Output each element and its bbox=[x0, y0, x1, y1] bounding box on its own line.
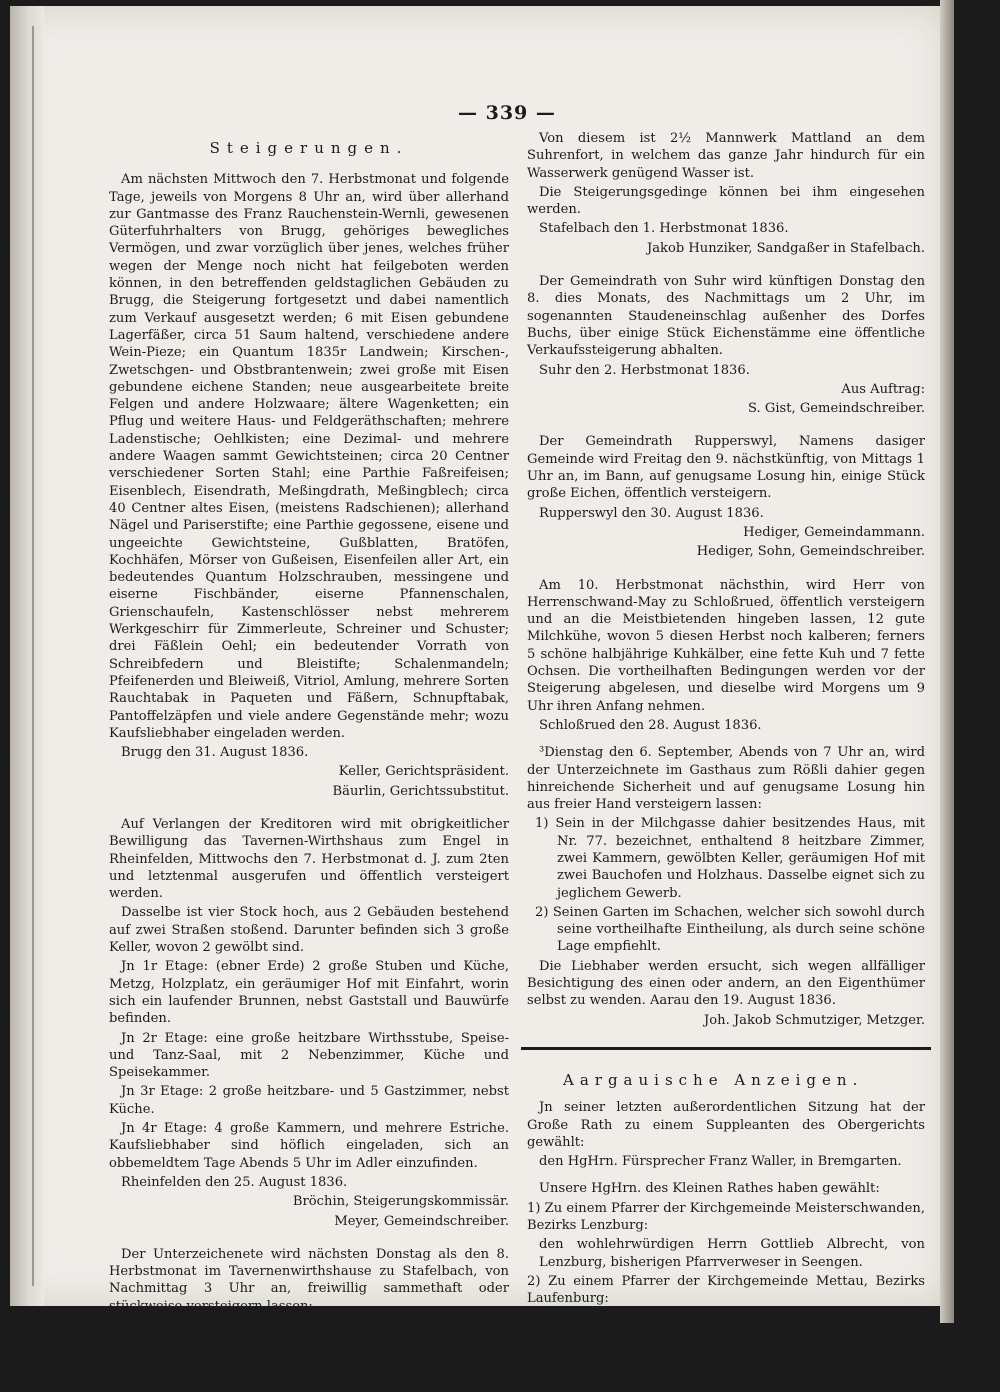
auction-rheinfelden-p1: Auf Verlangen der Kreditoren wird mit obrigkeitlicher Bewilligung das Tavernen-Wirthshaus zum Engel in Rheinfelden, Mittwochs den 7. Herbstmonat d. J. zum 2ten und letztenmal ausgerufen und öffentlich versteigert werden. bbox=[109, 816, 509, 902]
binding-line bbox=[32, 26, 34, 1286]
notice-schlossrued-text: Am 10. Herbstmonat nächsthin, wird Herr von Herrenschwand-May zu Schloßrued, öffentlich versteigern und an die Meistbietenden hingeben lassen, 12 gute Milchkühe, wovon 5 diesen Herbst noch kalberen; ferners 5 schöne halbjährige Kuhkälber, eine fette Kuh und 7 fette Ochsen. Die vortheilhaften Bedingungen werden vor der Steigerung abgelesen, und dieselbe wird Morgens um 9 Uhr ihren Anfang nehmen. bbox=[527, 577, 925, 714]
list-item: 1) sein in Stafelbach besitzendes Wohnhaus; bbox=[117, 1318, 414, 1333]
auction-stafelbach-list bbox=[109, 1317, 509, 1390]
right-column bbox=[527, 130, 925, 1310]
auction-rheinfelden-p2: Dasselbe ist vier Stock hoch, aus 2 Gebäuden bestehend auf zwei Straßen stoßend. Darunter befinden sich 3 große Keller, wovon 2 gewölbt sind. bbox=[109, 905, 509, 956]
notice-suhr-signature-2: S. Gist, Gemeindschreiber. bbox=[748, 401, 925, 417]
auction-stafelbach-signature: Jakob Hunziker, Sandgaßer in Stafelbach. bbox=[646, 240, 925, 256]
auction-rheinfelden-date: Rheinfelden den 25. August 1836. bbox=[121, 1174, 348, 1190]
notice-rupperswyl-signature-2: Hediger, Sohn, Gemeindschreiber. bbox=[696, 544, 925, 560]
notice-suhr-text: Der Gemeindrath von Suhr wird künftigen Donstag den 8. dies Monats, des Nachmittags um 2 Uhr, im sogenannten Staudeneinschlag außenher des Dorfes Buchs, über einige Stück Eichenstämme eine öffentliche Verkaufssteigerung abhalten. bbox=[527, 274, 925, 359]
notice-schlossrued-date: Schloßrued den 28. August 1836. bbox=[539, 717, 762, 733]
auction-brugg-text: Am nächsten Mittwoch den 7. Herbstmonat und folgende Tage, jeweils von Morgens 8 Uhr an, wird über allerhand zur Gantmasse des Franz Rauchenstein-Wernli, gewesenen Güterfuhrhalters von Brugg, gehöriges bewegliches Vermögen, und zwar vorzüglich über jenes, welches früher wegen der Menge noch nicht hat feilgeboten werden können, in den betreffenden geldstaglichen Gebäuden zu Brugg, die Steigerung fortgesetzt und dabei namentlich zum Verkauf ausgesetzt werden; 6 mit Eisen gebundene Lagerfäßer, circa 51 Saum haltend, verschiedene andere Wein-Pieze; ein Quantum 1835r Landwein; Kirschen-, Zwetschgen- und Obstbrantenwein; zwei große mit Eisen gebundene eichene Standen; neue ausgearbeitete breite Felgen und andere Holzwaare; ältere Wagenketten; ein Pflug und weitere Haus- und Feldgeräthschaften; mehrere Ladenstische; Oehlkisten; eine Dezimal- und mehrere andere Waagen sammt Gewichtsteinen; circa 20 Centner verschiedener Sorten Stahl; eine Parthie Faßreifeisen; Eisenblech, Eisendrath, Meßingdrath, Meßingblech; circa 40 Centner altes Eisen, (meistens Radschienen); allerhand Nägel und Pariserstifte; eine Parthie gegossene, eisene und ungeeichte Gewichtsteine, Gußblatten, Bratöfen, Kochhäfen, Mörser von Gußeisen, Eisenfeilen aller Art, ein bedeutendes Quantum Holzschrauben, messingene und eiserne Fischbänder, eiserne Pfannenschalen, Grienschaufeln, Kastenschlösser nebst mehrerem Werkgeschirr für Zimmerleute, Schreiner und Schuster; drei Fäßlein Oehl; ein bedeutender Vorrath von Schreibfedern und Bleistifte; Schalenmandeln; Pfeifenerden und Bleiweiß, Vitriol, Amlung, mehrere Sorten Rauchtabak in Paqueten und Fäßern, Schnupftabak, Pantoffelzäpfen und viele andere Gegenstände mehr; wozu Kaufsliebhaber eingeladen werden. bbox=[109, 172, 509, 741]
section-divider bbox=[521, 1047, 931, 1050]
notice-rupperswyl-text: Der Gemeindrath Rupperswyl, Namens dasiger Gemeinde wird Freitag den 9. nächstkünftig, von Mittags 1 Uhr an, im Bann, auf genugsame Losung hin, einige Stück große Eichen, öffentlich versteigern. bbox=[527, 434, 925, 502]
auction-rheinfelden-signature-2: Meyer, Gemeindschreiber. bbox=[334, 1213, 509, 1229]
notice-aarau-text: ³Dienstag den 6. September, Abends von 7 Uhr an, wird der Unterzeichnete im Gasthaus zum Rößli dahier gegen hinreichende Sicherheit und auf genugsame Losung hin aus freier Hand versteigern lassen: bbox=[527, 745, 925, 813]
announcement-kleiner-rath: Unsere HgHrn. des Kleinen Rathes haben gewählt: bbox=[539, 1181, 880, 1197]
auction-rheinfelden-p5: Jn 3r Etage: 2 große heitzbare- und 5 Gastzimmer, nebst Küche. bbox=[109, 1084, 509, 1117]
announcement-waller: den HgHrn. Fürsprecher Franz Waller, in Bremgarten. bbox=[539, 1154, 902, 1170]
announcement-grosser-rath: Jn seiner letzten außerordentlichen Sitzung hat der Große Rath zu einem Suppleanten des Obergerichts gewählt: bbox=[527, 1100, 925, 1150]
newspaper-page bbox=[10, 6, 948, 1389]
announcement-item-2: 2) Zu einem Pfarrer der Kirchgemeinde Mettau, Bezirks Laufenburg: bbox=[527, 1273, 925, 1307]
auction-rheinfelden-p6: Jn 4r Etage: 4 große Kammern, und mehrere Estriche. Kaufsliebhaber sind höflich eingeladen, sich an obbemeldtem Tage Abends 5 Uhr im Adler einzufinden. bbox=[109, 1121, 509, 1171]
announcement-albrecht: den wohlehrwürdigen Herrn Gottlieb Albrecht, von Lenzburg, bisherigen Pfarrverweser in Seengen. bbox=[539, 1237, 925, 1270]
notice-suhr-signature-1: Aus Auftrag: bbox=[841, 381, 925, 397]
list-item: 2) 14 Jucharten Baumgarten, Matt- und Ackerland; bbox=[117, 1337, 457, 1353]
auction-brugg-signature-1: Keller, Gerichtspräsident. bbox=[338, 764, 509, 780]
notice-rupperswyl-date: Rupperswyl den 30. August 1836. bbox=[539, 505, 764, 521]
announcement-item-1: 1) Zu einem Pfarrer der Kirchgemeinde Meisterschwanden, Bezirks Lenzburg: bbox=[527, 1200, 925, 1234]
auction-brugg-signature-2: Bäurlin, Gerichtssubstitut. bbox=[332, 783, 509, 799]
list-item: 2) Seinen Garten im Schachen, welcher sich sowohl durch seine vortheilhafte Eintheilung, als durch seine schöne Lage empfiehlt. bbox=[535, 904, 925, 955]
notice-aarau-closing: Die Liebhaber werden ersucht, sich wegen allfälliger Besichtigung des einen oder andern, an den Eigenthümer selbst zu wenden. Aarau den 19. August 1836. bbox=[527, 958, 925, 1009]
list-item: 3) 6 Jucharten Holzland, welches meistentheils mit großem Buschholz und etwas Buchenholz übersetzt ist. bbox=[117, 1356, 509, 1389]
left-column bbox=[109, 130, 509, 1392]
notice-suhr-date: Suhr den 2. Herbstmonat 1836. bbox=[539, 362, 750, 378]
auction-brugg-date: Brugg den 31. August 1836. bbox=[121, 745, 309, 761]
auction-rheinfelden-signature-1: Bröchin, Steigerungskommissär. bbox=[292, 1194, 509, 1210]
notice-aarau-list bbox=[527, 815, 925, 955]
notice-rupperswyl-signature-1: Hediger, Gemeindammann. bbox=[743, 524, 925, 540]
auction-rheinfelden-p3: Jn 1r Etage: (ebner Erde) 2 große Stuben und Küche, Metzg, Holzplatz, ein geräumiger Hof mit Einfahrt, worin sich ein laufender Brunnen, nebst Gaststall und Bauwürfe befinden. bbox=[109, 959, 509, 1027]
auction-stafelbach-cont-p1: Von diesem ist 2½ Mannwerk Mattland an dem Suhrenfort, in welchem das ganze Jahr hindurch für ein Wasserwerk genügend Wasser ist. bbox=[527, 131, 925, 181]
page-number: — 339 — bbox=[458, 102, 556, 124]
auction-stafelbach-cont-p2: Die Steigerungsgedinge können bei ihm eingesehen werden. bbox=[527, 184, 925, 218]
book-spine bbox=[10, 6, 44, 1306]
list-item: 1) Sein in der Milchgasse dahier besitzendes Haus, mit Nr. 77. bezeichnet, enthaltend 8 heitzbare Zimmer, zwei Kammern, gewölbten Keller, geräumigen Hof mit zwei Bauchofen und Holzhaus. Dasselbe eignet sich zu jeglichem Gewerb. bbox=[535, 816, 925, 901]
section-heading-aargauische-anzeigen: Aargauische Anzeigen. bbox=[563, 1070, 864, 1089]
notice-aarau-signature: Joh. Jakob Schmutziger, Metzger. bbox=[704, 1012, 925, 1028]
auction-rheinfelden-p4: Jn 2r Etage: eine große heitzbare Wirthsstube, Speise- und Tanz-Saal, mit 2 Nebenzimmer, Küche und Speisekammer. bbox=[109, 1030, 509, 1081]
section-heading-steigerungen: Steigerungen. bbox=[209, 139, 409, 157]
auction-stafelbach-p1: Der Unterzeichenete wird nächsten Donstag als den 8. Herbstmonat im Tavernenwirthshause zu Stafelbach, von Nachmittag 3 Uhr an, freiwillig sammethaft oder stückweise versteigern lassen: bbox=[109, 1246, 509, 1314]
page-edge bbox=[940, 0, 954, 1323]
auction-stafelbach-date: Stafelbach den 1. Herbstmonat 1836. bbox=[539, 221, 789, 237]
